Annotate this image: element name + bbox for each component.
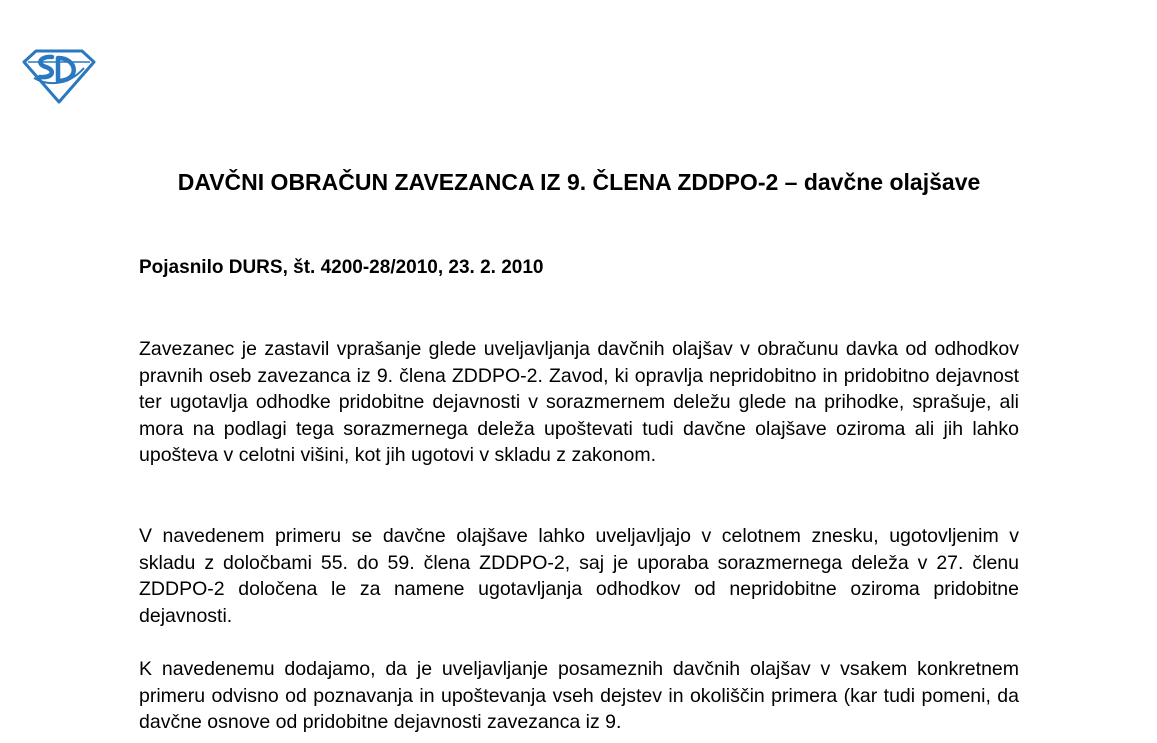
paragraph-1: Zavezanec je zastavil vprašanje glede uveljavljanja davčnih olajšav v obračunu davka od odhodkov pravnih oseb zavezanca iz 9. člena ZDDPO-2. Zavod, ki opravlja nepridobitno in pridobitno dejavnost ter ugotavlja odhodke pridobitne dejavnosti v sorazmernem deležu glede na prihodke, sprašuje, ali mora na podlagi tega sorazmernega deleža upoštevati tudi davčne olajšave oziroma ali jih lahko upošteva v celotni višini, kot jih ugotovi v skladu z zakonom. <box>139 338 1019 467</box>
paragraph-3: K navedenemu dodajamo, da je uveljavljanje posameznih davčnih olajšav v vsakem konkretnem primeru odvisno od poznavanja in upoštevanja vseh dejstev in okoliščin primera (kar tudi pomeni, da davčne osnove od pridobitne dejavnosti zavezanca iz 9. <box>139 658 1019 734</box>
sd-logo-icon <box>22 48 96 104</box>
document-title: DAVČNI OBRAČUN ZAVEZANCA IZ 9. ČLENA ZDDPO-2 – davčne olajšave <box>177 169 981 195</box>
paragraph-2: V navedenem primeru se davčne olajšave lahko uveljavljajo v celotnem znesku, ugotovljenim v skladu z določbami 55. do 59. člena ZDDPO-2, saj je uporaba sorazmernega deleža v 27. členu ZDDPO-2 določena le za namene ugotavljanja odhodkov od nepridobitne oziroma pridobitne dejavnosti. <box>139 525 1019 627</box>
document-subtitle: Pojasnilo DURS, št. 4200-28/2010, 23. 2. 2010 <box>139 257 544 278</box>
